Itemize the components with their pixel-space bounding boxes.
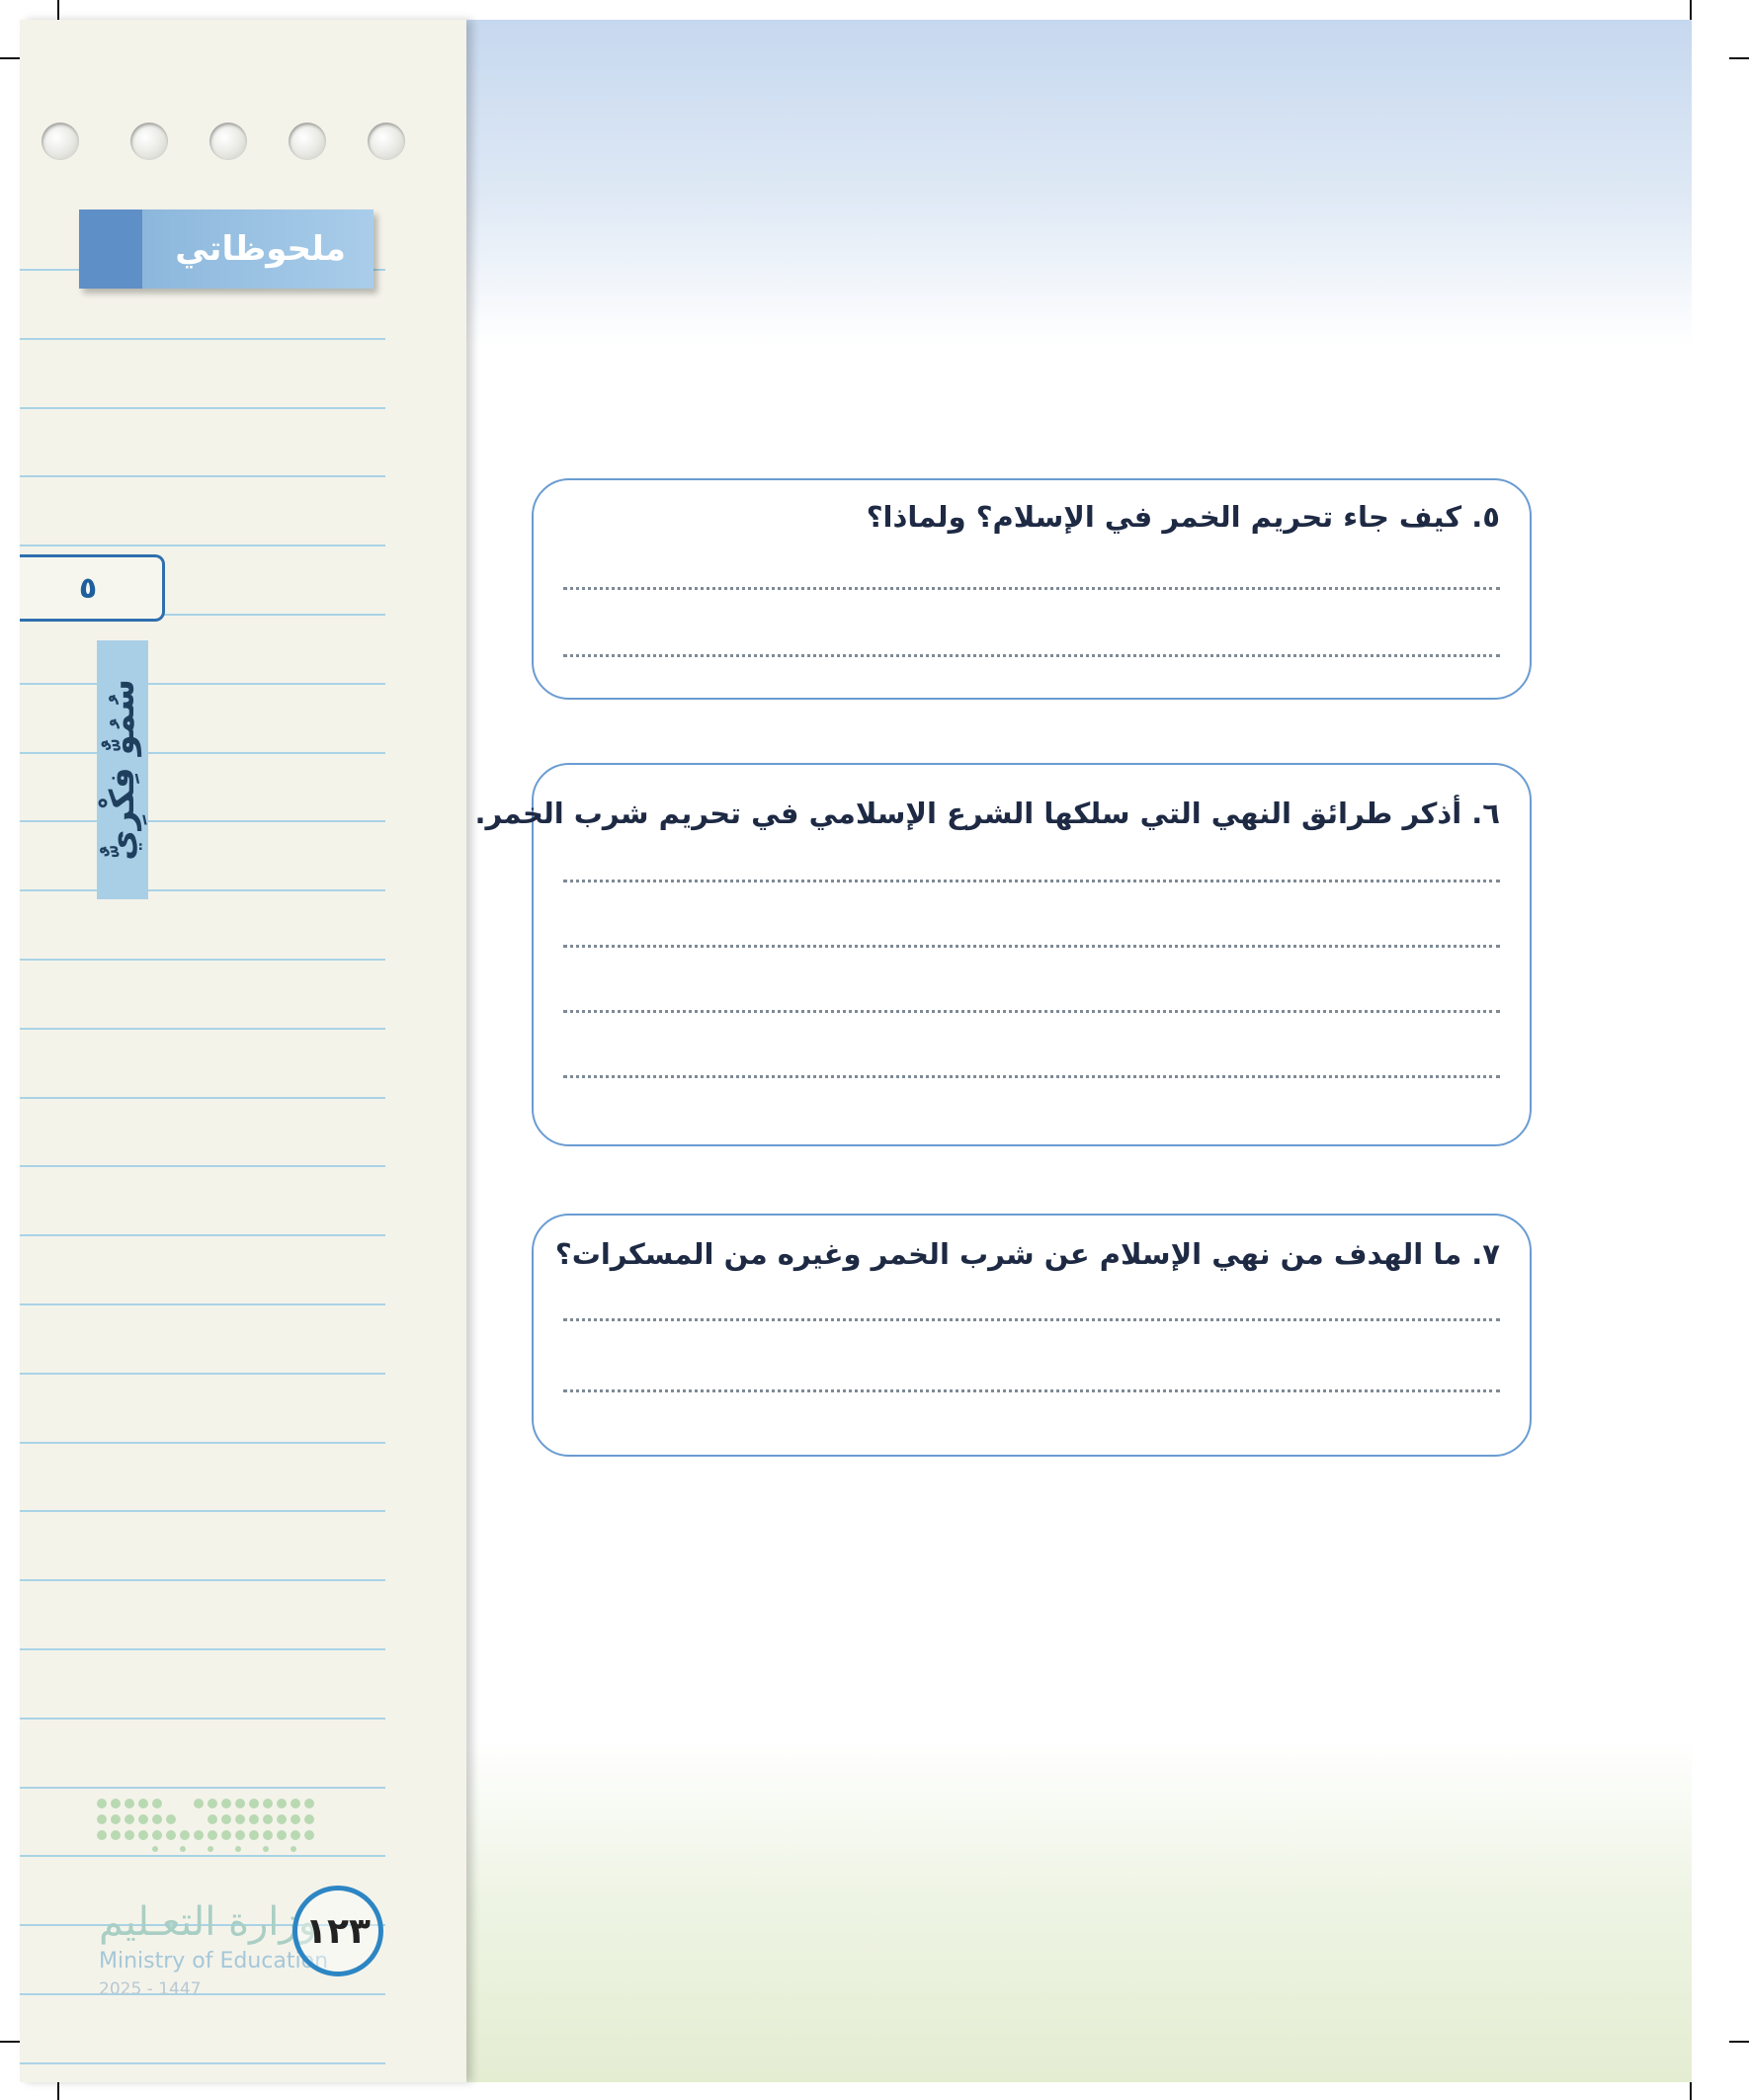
notebook-rule-line <box>20 820 385 822</box>
logo-dot <box>208 1830 217 1840</box>
logo-dot <box>125 1814 134 1824</box>
logo-dot <box>304 1830 314 1840</box>
binder-hole <box>368 123 405 160</box>
answer-line[interactable] <box>563 1075 1500 1078</box>
logo-dot <box>291 1830 300 1840</box>
crop-mark <box>1690 2080 1692 2100</box>
crop-mark <box>1729 57 1749 59</box>
answer-line[interactable] <box>563 1010 1500 1013</box>
logo-dot <box>249 1799 259 1808</box>
question-text-6: ٦. أذكر طرائق النهي التي سلكها الشرع الإسلامي في تحريم شرب الخمر. <box>474 797 1500 830</box>
logo-dot <box>194 1799 204 1808</box>
logo-dot <box>97 1814 107 1824</box>
logo-dot <box>277 1830 287 1840</box>
logo-dot <box>208 1814 217 1824</box>
binder-hole <box>289 123 326 160</box>
crop-mark <box>57 2080 59 2100</box>
notebook-rule-line <box>20 1718 385 1720</box>
logo-dot <box>291 1814 300 1824</box>
logo-dot <box>208 1799 217 1808</box>
logo-dot <box>152 1799 162 1808</box>
logo-dot <box>138 1830 148 1840</box>
logo-dot <box>263 1830 273 1840</box>
logo-dot <box>194 1830 204 1840</box>
logo-dot <box>235 1846 241 1852</box>
notebook-rule-line <box>20 338 385 340</box>
logo-dot <box>221 1799 231 1808</box>
notes-label-text: ملحوظاتي <box>175 229 346 269</box>
logo-dot <box>277 1814 287 1824</box>
notebook-rule-line <box>20 1097 385 1099</box>
logo-dot <box>277 1799 287 1808</box>
unit-number-box <box>20 554 165 622</box>
logo-dot <box>180 1830 190 1840</box>
notebook-rule-line <box>20 1442 385 1444</box>
answer-line[interactable] <box>563 654 1500 657</box>
crop-mark <box>1690 0 1692 20</box>
logo-dot <box>180 1846 186 1852</box>
logo-dot <box>111 1799 121 1808</box>
unit-title-tab <box>97 640 148 899</box>
notebook-rule-line <box>20 1373 385 1375</box>
logo-dot <box>263 1799 273 1808</box>
notes-label <box>79 210 374 289</box>
question-box-7 <box>532 1214 1532 1457</box>
logo-dot <box>291 1799 300 1808</box>
logo-dot <box>152 1846 158 1852</box>
logo-dot <box>166 1830 176 1840</box>
question-text-5: ٥. كيف جاء تحريم الخمر في الإسلام؟ ولماذا؟ <box>866 500 1500 534</box>
logo-dot <box>152 1814 162 1824</box>
question-text-7: ٧. ما الهدف من نهي الإسلام عن شرب الخمر وغيره من المسكرات؟ <box>554 1237 1500 1271</box>
notebook-rule-line <box>20 1993 385 1995</box>
logo-dot <box>304 1799 314 1808</box>
logo-dot <box>263 1846 269 1852</box>
notes-sidebar <box>20 20 466 2082</box>
crop-mark <box>1729 2041 1749 2043</box>
logo-dot <box>221 1830 231 1840</box>
notebook-rule-line <box>20 475 385 477</box>
notebook-rule-line <box>20 1648 385 1650</box>
notebook-rule-line <box>20 1510 385 1512</box>
crop-mark <box>0 2041 20 2043</box>
answer-line[interactable] <box>563 1389 1500 1392</box>
logo-dot <box>235 1830 245 1840</box>
binder-hole <box>209 123 247 160</box>
notebook-rule-line <box>20 683 385 685</box>
logo-dot <box>166 1814 176 1824</box>
notebook-rule-line <box>20 1303 385 1305</box>
logo-dot <box>111 1814 121 1824</box>
logo-dot <box>111 1830 121 1840</box>
logo-dot <box>208 1846 213 1852</box>
notebook-rule-line <box>20 1028 385 1030</box>
notebook-rule-line <box>20 889 385 891</box>
answer-line[interactable] <box>563 880 1500 882</box>
notebook-rule-line <box>20 1579 385 1581</box>
question-box-6 <box>474 763 1532 1146</box>
answer-line[interactable] <box>563 587 1500 590</box>
unit-number: ٥ <box>78 570 98 606</box>
logo-dot <box>249 1814 259 1824</box>
logo-dot <box>304 1814 314 1824</box>
logo-dot <box>235 1814 245 1824</box>
logo-dot <box>138 1799 148 1808</box>
notebook-rule-line <box>20 407 385 409</box>
ministry-logo-icon <box>97 1799 324 1878</box>
logo-dot <box>138 1814 148 1824</box>
logo-dot <box>97 1830 107 1840</box>
unit-title: سُمُوٌّ فِكْرِيٌّ <box>103 679 142 861</box>
logo-dot <box>125 1830 134 1840</box>
logo-dot <box>221 1814 231 1824</box>
notebook-rule-line <box>20 752 385 754</box>
ministry-name-arabic: وزارة التعـليم <box>99 1899 318 1945</box>
logo-dot <box>235 1799 245 1808</box>
notebook-rule-line <box>20 959 385 961</box>
label-tab-shade <box>79 210 142 289</box>
notebook-rule-line <box>20 545 385 546</box>
logo-dot <box>249 1830 259 1840</box>
notebook-rule-line <box>20 1165 385 1167</box>
logo-dot <box>97 1799 107 1808</box>
question-box-5 <box>532 478 1532 700</box>
logo-dot <box>263 1814 273 1824</box>
logo-dot <box>152 1830 162 1840</box>
binder-hole <box>130 123 168 160</box>
binder-hole <box>42 123 79 160</box>
logo-dot <box>125 1799 134 1808</box>
ministry-name-english: Ministry of Education <box>99 1949 329 1974</box>
answer-line[interactable] <box>563 945 1500 948</box>
logo-dot <box>291 1846 296 1852</box>
notebook-rule-line <box>20 2062 385 2064</box>
notebook-rule-line <box>20 1787 385 1789</box>
page-number: ١٢٣ <box>292 1886 383 1976</box>
ministry-year: 2025 - 1447 <box>99 1979 202 1999</box>
answer-line[interactable] <box>563 1318 1500 1321</box>
crop-mark <box>57 0 59 20</box>
notebook-rule-line <box>20 1234 385 1236</box>
crop-mark <box>0 57 20 59</box>
